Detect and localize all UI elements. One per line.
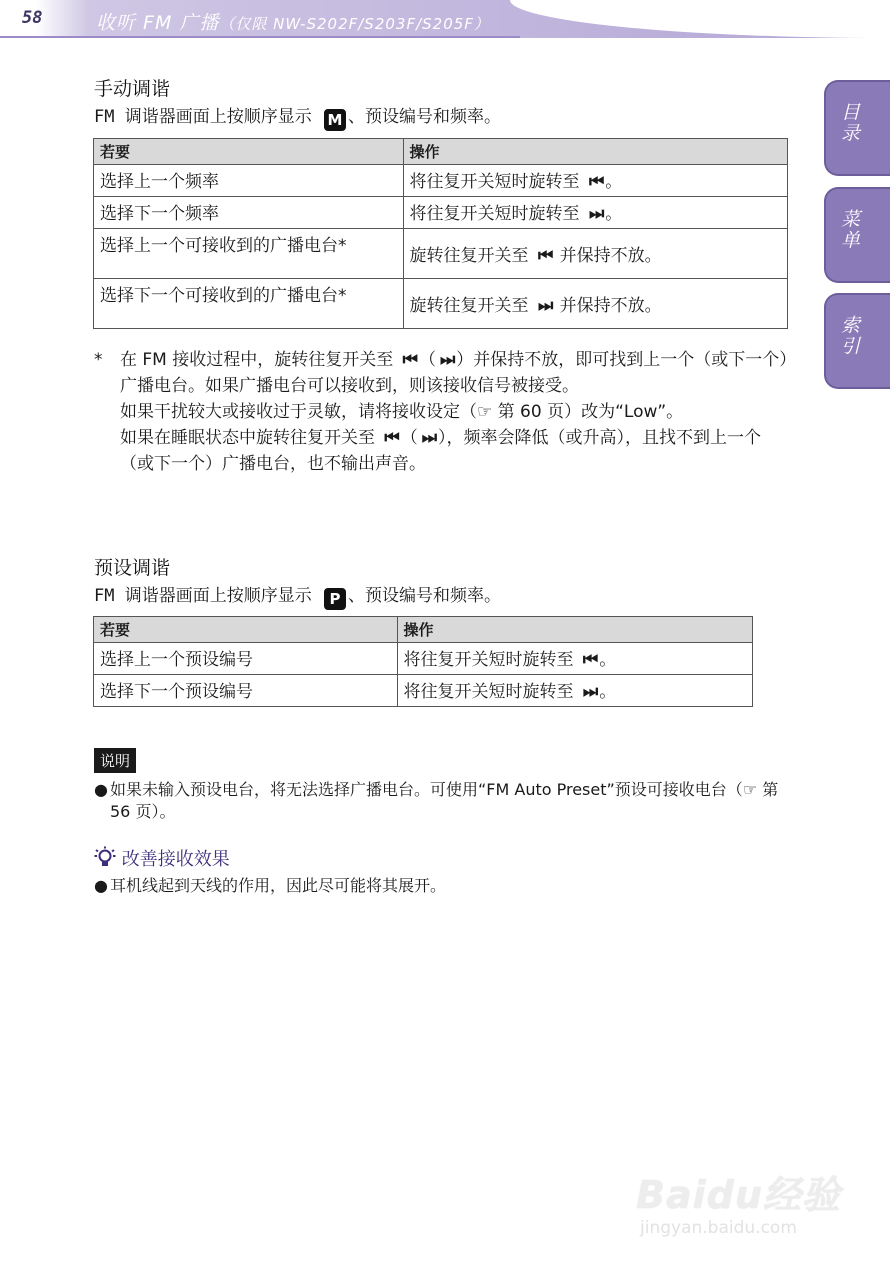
op-text: 旋转往复开关至: [409, 296, 534, 316]
table-row: [94, 165, 788, 197]
table-header-operation: 操作: [403, 139, 787, 165]
footnote-text: 如果干扰较大或接收过于灵敏，请将接收设定（: [120, 402, 477, 422]
table-cell-operation: [403, 197, 787, 229]
op-text: 旋转往复开关至: [409, 246, 534, 266]
table-cell-want: 选择下一个预设编号: [94, 675, 398, 707]
footnote-text: 如果在睡眠状态中旋转往复开关至: [120, 428, 381, 448]
prev-track-icon: ⏮: [537, 246, 551, 266]
prev-track-icon: ⏮: [384, 428, 397, 448]
watermark-logo: Baidu经验: [636, 1173, 841, 1217]
next-track-icon: ⏭: [439, 350, 453, 370]
manual-tuning-intro: [94, 102, 501, 131]
footnote-paragraph: [120, 347, 790, 399]
table-cell-operation: [403, 279, 787, 329]
reference-pointer-icon: ☞: [477, 402, 493, 422]
table-header-want: 若要: [94, 139, 404, 165]
page-number: 58: [22, 8, 43, 28]
op-text: 将往复开关短时旋转至: [409, 204, 585, 224]
table-cell-want: 选择上一个预设编号: [94, 643, 398, 675]
watermark: [630, 1150, 870, 1250]
table-row: [94, 643, 753, 675]
footnote-paragraph: [120, 399, 790, 425]
hint-text: 耳机线起到天线的作用，因此尽可能将其展开。: [110, 876, 447, 895]
table-cell-want: 选择下一个可接收到的广播电台*: [94, 279, 404, 329]
intro-text: FM 调谐器画面上按顺序显示: [94, 586, 322, 606]
note-text-part: 如果未输入预设电台，将无法选择广播电台。可使用“FM Auto Preset”预设可接收电台（: [110, 780, 743, 799]
op-text: 将往复开关短时旋转至: [409, 172, 585, 192]
page-title-main: 收听 FM 广播: [96, 12, 220, 34]
op-text-end: 并保持不放。: [554, 246, 662, 266]
prev-track-icon: ⏮: [582, 650, 596, 670]
note-text: [110, 779, 790, 823]
op-text-end: 。: [605, 172, 623, 192]
table-cell-operation: [403, 229, 787, 279]
table-header-row: [94, 617, 753, 643]
intro-text-end: 、预设编号和频率。: [347, 586, 501, 606]
bullet: ●: [94, 780, 108, 799]
prev-track-icon: ⏮: [402, 350, 415, 370]
footnote-star: *: [94, 350, 103, 370]
op-text-end: 。: [605, 204, 623, 224]
op-text-end: 。: [599, 682, 617, 702]
op-text-end: 并保持不放。: [554, 296, 662, 316]
op-text: 将往复开关短时旋转至: [403, 682, 579, 702]
footnote-text: （: [418, 350, 436, 370]
manual-tuning-table: [93, 138, 788, 329]
preset-mode-icon: P: [324, 588, 346, 610]
next-track-icon: ⏭: [421, 428, 435, 448]
header-line: [0, 36, 520, 38]
footnote-text: （: [400, 428, 418, 448]
table-header-row: [94, 139, 788, 165]
table-row: [94, 675, 753, 707]
tab-index[interactable]: [824, 293, 890, 389]
next-track-icon: ⏭: [537, 296, 551, 316]
table-cell-want: 选择下一个频率: [94, 197, 404, 229]
table-row: [94, 229, 788, 279]
note-badge: 说明: [94, 748, 136, 773]
table-header-want: 若要: [94, 617, 398, 643]
table-row: [94, 279, 788, 329]
footnote-paragraph: [120, 425, 790, 477]
table-header-operation: 操作: [397, 617, 752, 643]
preset-tuning-table: [93, 616, 753, 707]
footnote-text: 在 FM 接收过程中，旋转往复开关至: [120, 350, 399, 370]
hint-heading: [94, 845, 230, 871]
next-track-icon: ⏭: [588, 204, 602, 224]
watermark-url: jingyan.baidu.com: [640, 1218, 797, 1238]
prev-track-icon: ⏮: [588, 172, 602, 192]
tab-menu[interactable]: [824, 187, 890, 283]
manual-tuning-heading: 手动调谐: [94, 78, 171, 100]
tab-table-of-contents[interactable]: [824, 80, 890, 176]
table-cell-operation: [397, 675, 752, 707]
table-row: [94, 197, 788, 229]
tab-index-label: 索引: [838, 315, 860, 357]
table-cell-want: 选择上一个频率: [94, 165, 404, 197]
op-text: 将往复开关短时旋转至: [403, 650, 579, 670]
page-reference-link[interactable]: 第 60 页）改为“Low”。: [492, 402, 684, 422]
tab-menu-label: 菜单: [838, 209, 860, 251]
page-title: [96, 8, 490, 35]
next-track-icon: ⏭: [582, 682, 596, 702]
page-title-sub: （仅限 NW-S202F/S203F/S205F）: [219, 15, 490, 33]
manual-mode-icon: M: [324, 109, 346, 131]
preset-tuning-heading: 预设调谐: [94, 557, 171, 579]
table-cell-operation: [403, 165, 787, 197]
preset-tuning-intro: [94, 581, 501, 610]
tab-toc-label: 目录: [838, 102, 860, 144]
lightbulb-icon: [94, 846, 116, 870]
table-cell-want: 选择上一个可接收到的广播电台*: [94, 229, 404, 279]
footnote-text: ）并保持不放，即可找到上一个（或下一个）广播电台。如果广播电台可以接收到，则该接收信号被接受。: [120, 350, 788, 396]
table-cell-operation: [397, 643, 752, 675]
reference-pointer-icon: ☞: [742, 780, 758, 799]
intro-text: FM 调谐器画面上按顺序显示: [94, 107, 322, 127]
page-reference-link[interactable]: 第 56 页）。: [110, 780, 779, 821]
intro-text-end: 、预设编号和频率。: [347, 107, 501, 127]
bullet: ●: [94, 876, 108, 895]
op-text-end: 。: [599, 650, 617, 670]
footnote-body: [120, 347, 790, 477]
hint-title: 改善接收效果: [121, 849, 230, 870]
footnote-text: ），频率会降低（或升高），且找不到上一个（或下一个）广播电台，也不输出声音。: [120, 428, 762, 474]
